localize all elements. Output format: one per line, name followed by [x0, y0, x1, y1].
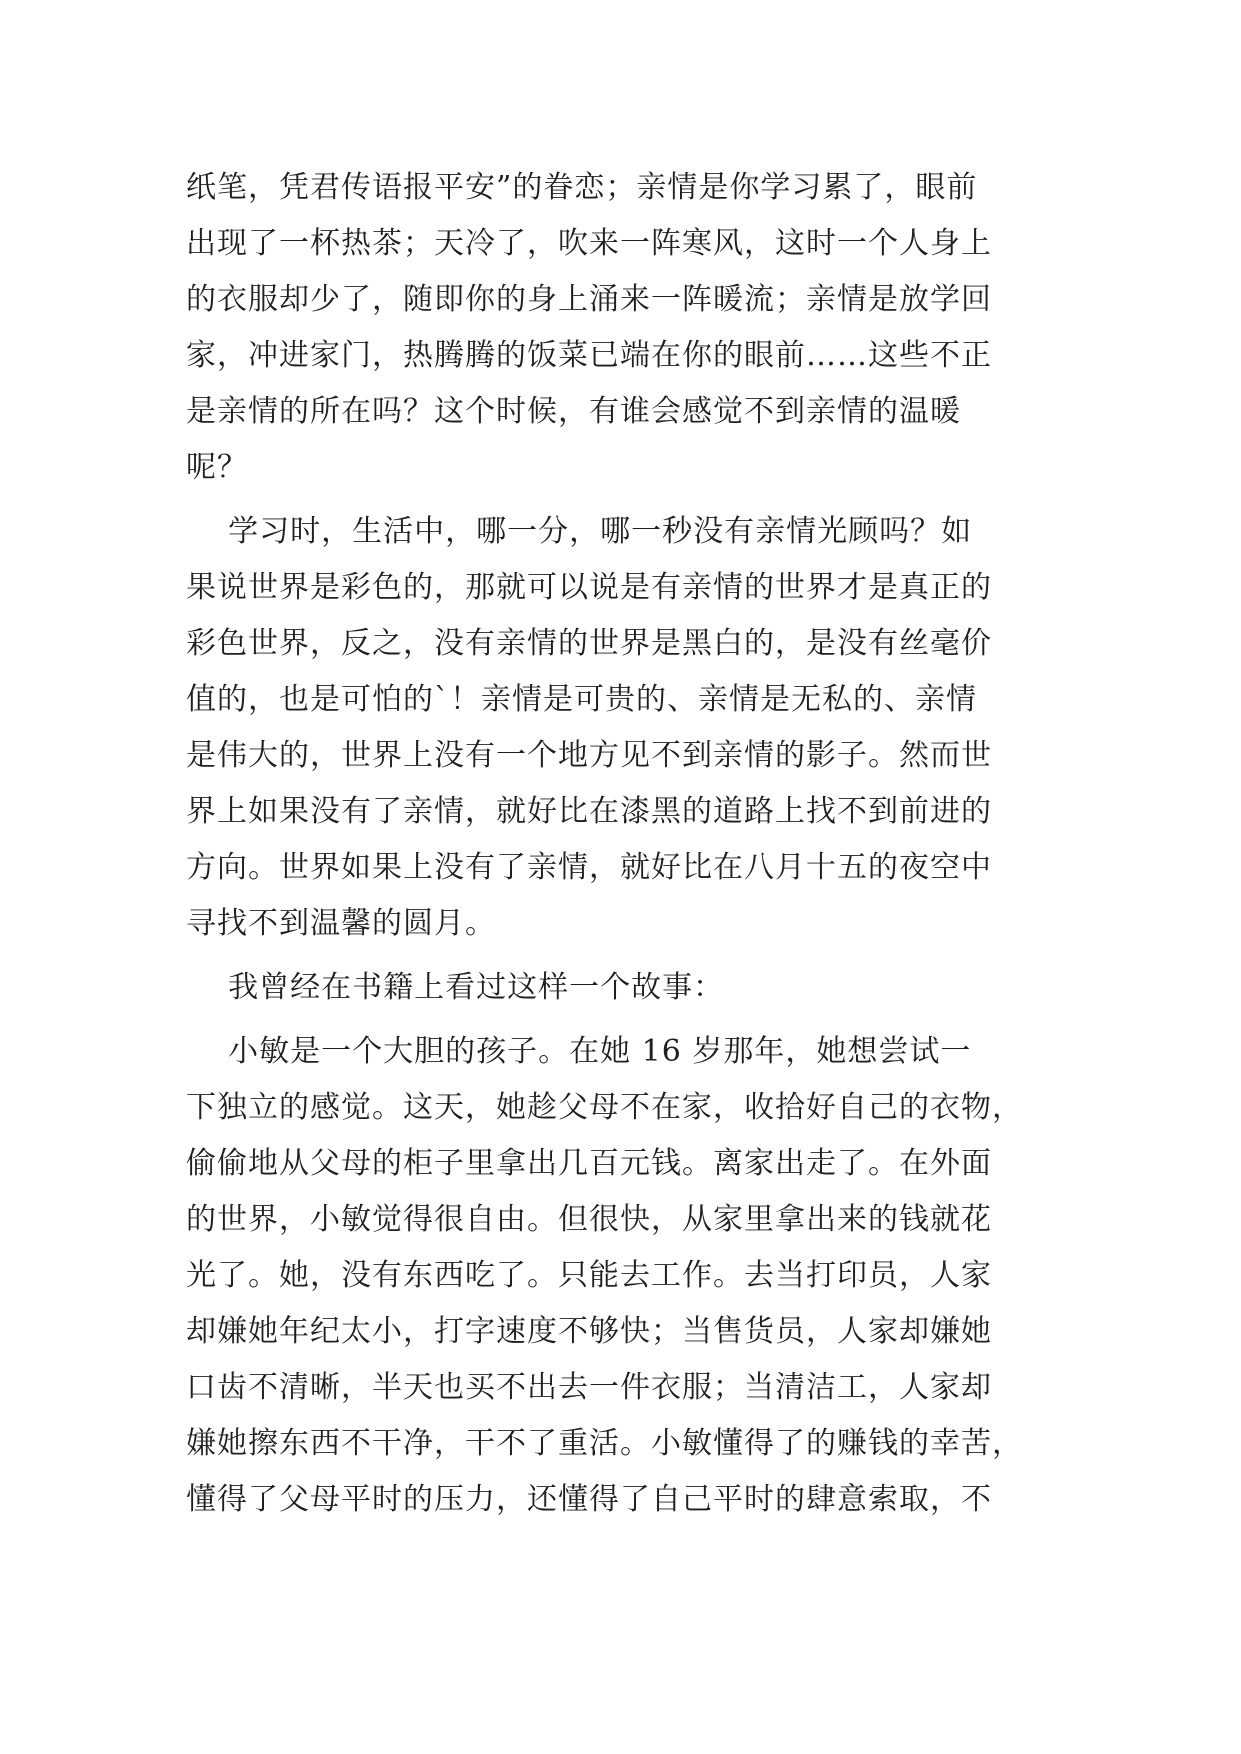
paragraph-first-line: 我曾经在书籍上看过这样一个故事：: [186, 970, 725, 1005]
text-line: 却嫌她年纪太小，打字速度不够快；当售货员，人家却嫌她: [186, 1314, 992, 1349]
text-line: 彩色世界，反之，没有亲情的世界是黑白的，是没有丝毫价: [186, 626, 992, 661]
text-line: 界上如果没有了亲情，就好比在漆黑的道路上找不到前进的: [186, 794, 992, 829]
text-line: 偷偷地从父母的柜子里拿出几百元钱。离家出走了。在外面: [186, 1146, 992, 1181]
text-line: 出现了一杯热茶；天冷了，吹来一阵寒风，这时一个人身上: [186, 226, 992, 261]
text-line: 家，冲进家门，热腾腾的饭菜已端在你的眼前……这些不正: [186, 338, 992, 373]
text-line: 果说世界是彩色的，那就可以说是有亲情的世界才是真正的: [186, 570, 992, 605]
text-line: 寻找不到温馨的圆月。: [186, 906, 496, 941]
text-line: 口齿不清晰，半天也买不出去一件衣服；当清洁工，人家却: [186, 1370, 992, 1405]
text-line: 纸笔，凭君传语报平安”的眷恋；亲情是你学习累了，眼前: [186, 170, 978, 205]
text-line: 光了。她，没有东西吃了。只能去工作。去当打印员，人家: [186, 1258, 992, 1293]
paragraph-first-line: 小敏是一个大胆的孩子。在她 16 岁那年，她想尝试一: [186, 1034, 972, 1069]
text-line: 值的，也是可怕的`！亲情是可贵的、亲情是无私的、亲情: [186, 682, 977, 717]
text-line: 的世界，小敏觉得很自由。但很快，从家里拿出来的钱就花: [186, 1202, 992, 1237]
text-line: 是亲情的所在吗？这个时候，有谁会感觉不到亲情的温暖: [186, 394, 961, 429]
text-line: 呢？: [186, 450, 248, 485]
text-line: 方向。世界如果上没有了亲情，就好比在八月十五的夜空中: [186, 850, 992, 885]
document-body: [186, 160, 1056, 1528]
text-line: 下独立的感觉。这天，她趁父母不在家，收拾好自己的衣物，: [186, 1090, 1023, 1125]
paragraph-first-line: 学习时，生活中，哪一分，哪一秒没有亲情光顾吗？如: [186, 514, 973, 549]
text-line: 的衣服却少了，随即你的身上涌来一阵暖流；亲情是放学回: [186, 282, 992, 317]
text-line: 是伟大的，世界上没有一个地方见不到亲情的影子。然而世: [186, 738, 992, 773]
text-line: 懂得了父母平时的压力，还懂得了自己平时的肆意索取，不: [186, 1482, 992, 1517]
text-line: 嫌她擦东西不干净，干不了重活。小敏懂得了的赚钱的幸苦，: [186, 1426, 1023, 1461]
